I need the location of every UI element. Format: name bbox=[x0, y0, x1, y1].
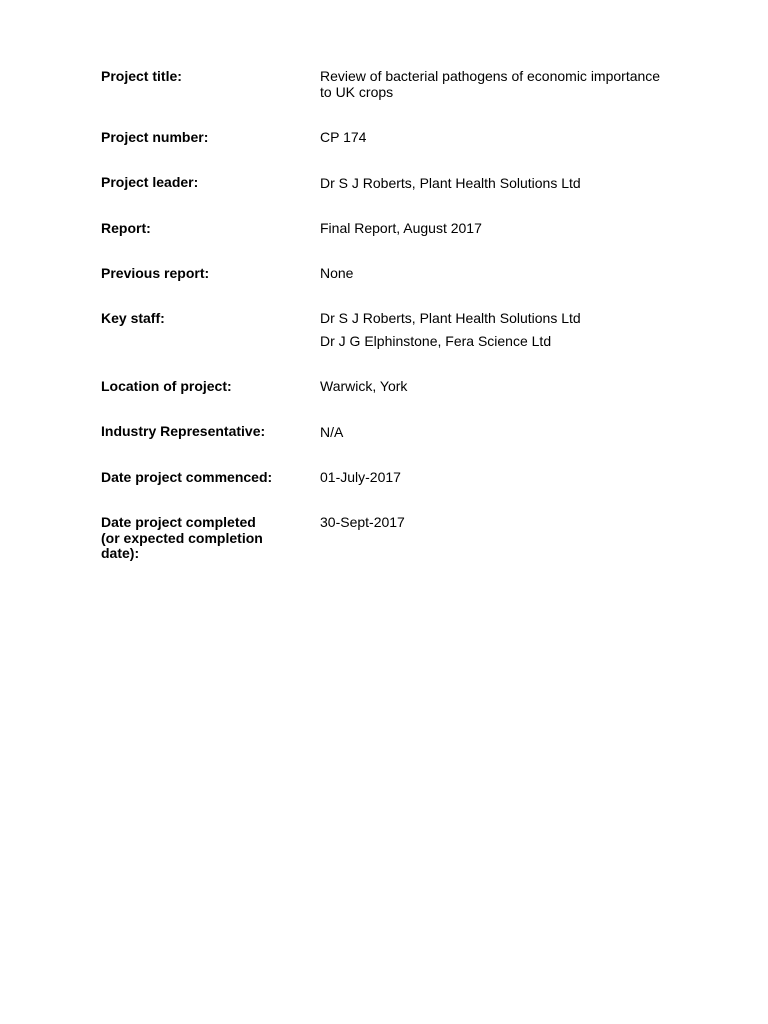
key-staff-item: Dr J G Elphinstone, Fera Science Ltd bbox=[320, 333, 552, 349]
project-title-value-line1: Review of bacterial pathogens of economic importance bbox=[320, 68, 661, 84]
industry-representative-value: N/A bbox=[320, 424, 344, 440]
key-staff-item: Dr S J Roberts, Plant Health Solutions Ltd bbox=[320, 310, 581, 326]
project-number-label: Project number: bbox=[101, 129, 209, 145]
project-leader-value: Dr S J Roberts, Plant Health Solutions Ltd bbox=[320, 175, 581, 191]
project-number-value: CP 174 bbox=[320, 129, 367, 145]
date-commenced-value: 01-July-2017 bbox=[320, 469, 401, 485]
date-commenced-label: Date project commenced: bbox=[101, 469, 273, 485]
report-value: Final Report, August 2017 bbox=[320, 220, 482, 236]
industry-representative-label: Industry Representative: bbox=[101, 423, 266, 439]
location-value: Warwick, York bbox=[320, 378, 408, 394]
date-completed-label-line1: Date project completed bbox=[101, 514, 256, 530]
date-completed-value: 30-Sept-2017 bbox=[320, 514, 405, 530]
location-label: Location of project: bbox=[101, 378, 232, 394]
previous-report-value: None bbox=[320, 265, 354, 281]
date-completed-label-line3: date): bbox=[101, 545, 140, 561]
date-completed-label-line2: (or expected completion bbox=[101, 529, 263, 546]
key-staff-list bbox=[320, 311, 700, 350]
project-title-label: Project title: bbox=[101, 68, 182, 84]
project-title-value-line2: to UK crops bbox=[320, 83, 394, 100]
date-completed-label bbox=[101, 515, 301, 562]
key-staff-label: Key staff: bbox=[101, 310, 165, 326]
project-leader-label: Project leader: bbox=[101, 174, 199, 190]
project-title-value bbox=[320, 69, 700, 100]
report-label: Report: bbox=[101, 220, 151, 236]
previous-report-label: Previous report: bbox=[101, 265, 210, 281]
